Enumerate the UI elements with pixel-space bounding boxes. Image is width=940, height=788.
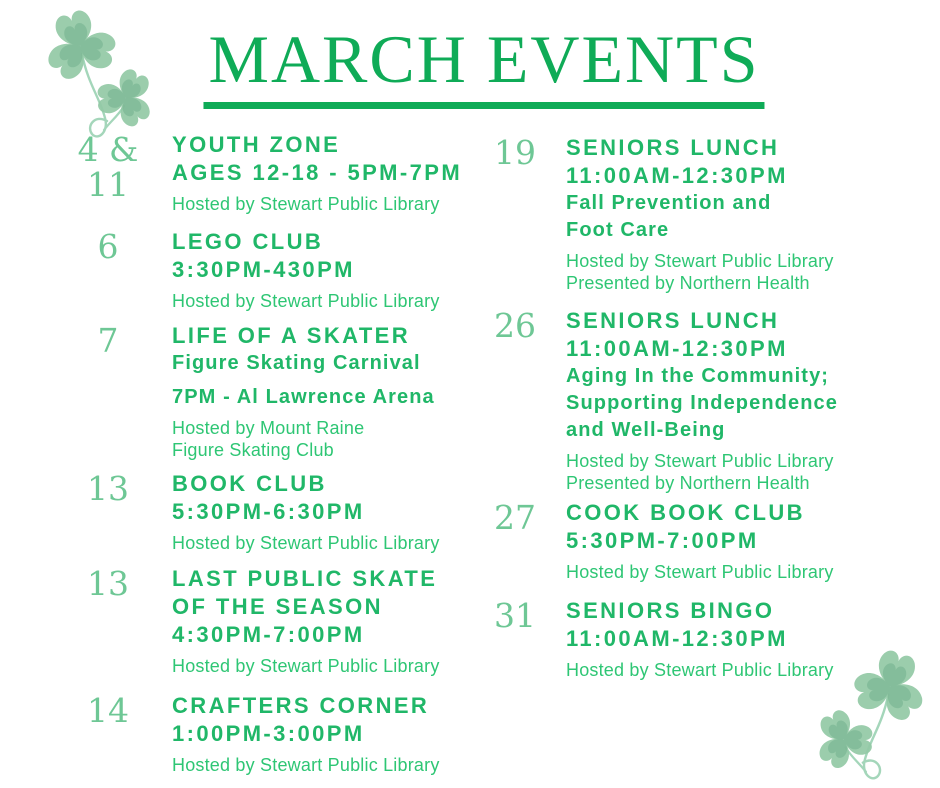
event-subheading-group xyxy=(172,350,488,377)
event-subheading-line: Figure Skating Carnival xyxy=(172,352,421,374)
event-heading-group xyxy=(172,228,488,284)
event-heading-line: 4:30PM-7:00PM xyxy=(172,622,365,647)
event-detail-group xyxy=(172,384,488,411)
event-heading-line: 1:00PM-3:00PM xyxy=(172,721,365,746)
event-row xyxy=(486,499,938,583)
event-date: 19 xyxy=(494,133,536,172)
events-column-left xyxy=(52,131,488,776)
event-heading-line: 11:00AM-12:30PM xyxy=(566,626,788,651)
event-note-line: Hosted by Mount Raine xyxy=(172,418,365,438)
event-content xyxy=(566,134,938,294)
event-row xyxy=(486,307,938,494)
event-detail-line: 7PM - Al Lawrence Arena xyxy=(172,386,435,408)
event-heading-line: 3:30PM-430PM xyxy=(172,257,355,282)
event-content xyxy=(172,322,488,461)
event-heading-group xyxy=(172,692,488,748)
event-heading-line: 5:30PM-6:30PM xyxy=(172,499,365,524)
event-note-line: Hosted by Stewart Public Library xyxy=(172,194,440,214)
event-date: 13 xyxy=(87,469,129,508)
event-date: 6 xyxy=(97,227,119,266)
event-note-line: Hosted by Stewart Public Library xyxy=(172,755,440,775)
event-notes-group xyxy=(172,532,488,554)
event-notes-group xyxy=(172,193,488,215)
event-note-line: Figure Skating Club xyxy=(172,440,334,460)
event-note-line: Hosted by Stewart Public Library xyxy=(566,562,834,582)
event-date: 14 xyxy=(87,691,129,730)
event-subheading-line: Foot Care xyxy=(566,219,670,241)
event-subheading-line: Aging In the Community; xyxy=(566,365,830,387)
event-heading-line: SENIORS BINGO xyxy=(566,598,775,623)
event-content xyxy=(566,307,938,494)
page-title: MARCH EVENTS xyxy=(203,20,764,109)
event-heading-line: SENIORS LUNCH xyxy=(566,135,780,160)
event-date: 13 xyxy=(87,564,129,603)
event-row xyxy=(52,131,488,215)
event-heading-group xyxy=(172,131,488,187)
event-row xyxy=(486,134,938,294)
event-notes-group xyxy=(172,417,488,461)
event-heading-line: 11:00AM-12:30PM xyxy=(566,163,788,188)
event-heading-line: CRAFTERS CORNER xyxy=(172,693,430,718)
event-row xyxy=(52,470,488,554)
event-note-line: Hosted by Stewart Public Library xyxy=(172,656,440,676)
event-subheading-group xyxy=(566,363,938,444)
event-heading-line: SENIORS LUNCH xyxy=(566,308,780,333)
event-heading-line: AGES 12-18 - 5PM-7PM xyxy=(172,160,463,185)
event-notes-group xyxy=(566,250,938,294)
event-content xyxy=(172,470,488,554)
event-heading-group xyxy=(172,322,488,350)
event-note-line: Hosted by Stewart Public Library xyxy=(566,451,834,471)
event-heading-line: 5:30PM-7:00PM xyxy=(566,528,759,553)
events-column-right xyxy=(486,134,938,681)
event-heading-line: LAST PUBLIC SKATE xyxy=(172,566,438,591)
event-notes-group xyxy=(172,655,488,677)
event-note-line: Presented by Northern Health xyxy=(566,273,810,293)
event-heading-group xyxy=(172,565,488,649)
event-notes-group xyxy=(172,754,488,776)
event-heading-line: LIFE OF A SKATER xyxy=(172,323,411,348)
event-heading-line: 11:00AM-12:30PM xyxy=(566,336,788,361)
event-note-line: Hosted by Stewart Public Library xyxy=(566,660,834,680)
event-note-line: Hosted by Stewart Public Library xyxy=(566,251,834,271)
event-content xyxy=(172,565,488,677)
event-row xyxy=(52,228,488,312)
event-heading-line: COOK BOOK CLUB xyxy=(566,500,805,525)
event-subheading-line: and Well-Being xyxy=(566,419,726,441)
event-heading-line: YOUTH ZONE xyxy=(172,132,341,157)
event-content xyxy=(172,228,488,312)
event-content xyxy=(566,499,938,583)
event-heading-line: OF THE SEASON xyxy=(172,594,383,619)
event-row xyxy=(486,597,938,681)
event-row xyxy=(52,322,488,461)
event-row xyxy=(52,565,488,677)
event-notes-group xyxy=(566,450,938,494)
event-note-line: Hosted by Stewart Public Library xyxy=(172,291,440,311)
event-row xyxy=(52,692,488,776)
event-heading-line: LEGO CLUB xyxy=(172,229,324,254)
event-date: 7 xyxy=(97,321,119,360)
event-heading-line: BOOK CLUB xyxy=(172,471,327,496)
event-date: 4 & 11 xyxy=(77,130,139,204)
event-date: 27 xyxy=(494,498,536,537)
event-subheading-line: Supporting Independence xyxy=(566,392,838,414)
event-subheading-line: Fall Prevention and xyxy=(566,192,772,214)
event-date: 31 xyxy=(494,596,536,635)
event-heading-group xyxy=(172,470,488,526)
event-heading-group xyxy=(566,597,938,653)
shamrock-icon-top-left xyxy=(38,4,156,146)
event-content xyxy=(172,131,488,215)
event-heading-group xyxy=(566,307,938,363)
event-note-line: Presented by Northern Health xyxy=(566,473,810,493)
event-note-line: Hosted by Stewart Public Library xyxy=(172,533,440,553)
event-content xyxy=(172,692,488,776)
event-notes-group xyxy=(566,561,938,583)
event-heading-group xyxy=(566,134,938,190)
event-content xyxy=(566,597,938,681)
event-notes-group xyxy=(172,290,488,312)
event-date: 26 xyxy=(494,306,536,345)
event-heading-group xyxy=(566,499,938,555)
event-notes-group xyxy=(566,659,938,681)
event-subheading-group xyxy=(566,190,938,244)
